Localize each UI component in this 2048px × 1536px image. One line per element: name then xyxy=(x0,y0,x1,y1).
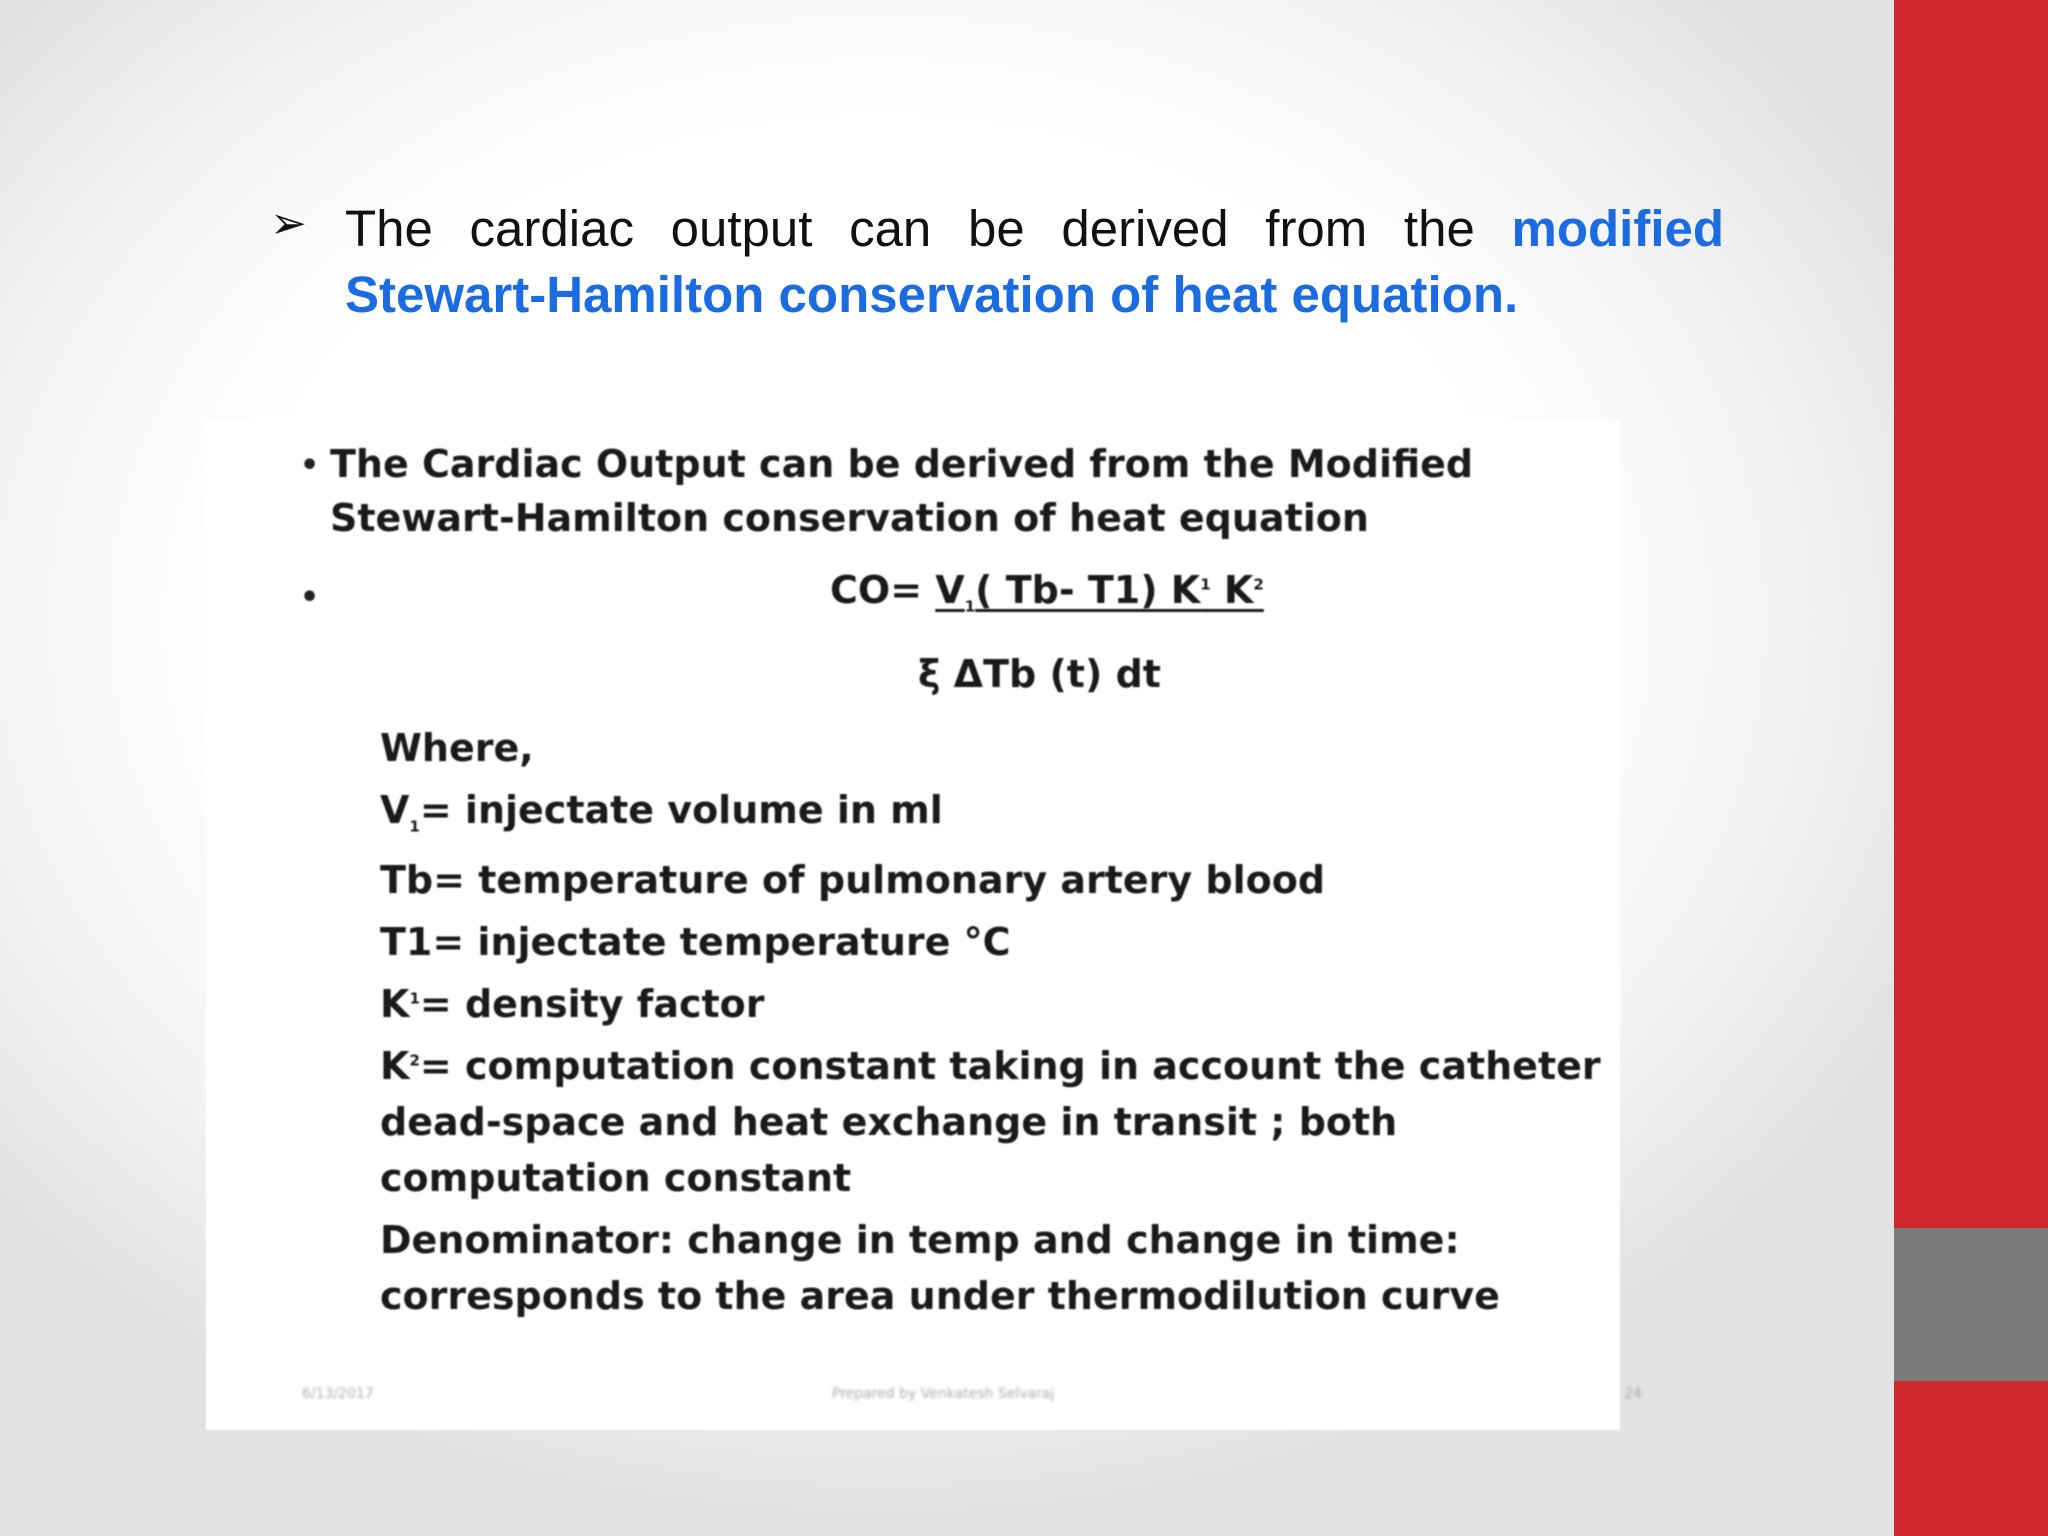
inset-intro-line2: Stewart-Hamilton conservation of heat equation xyxy=(330,496,1369,540)
def-tb: Tb= temperature of pulmonary artery blood xyxy=(380,858,1326,902)
inset-bullet-dot-icon-2: • xyxy=(300,580,320,615)
where-label: Where, xyxy=(380,726,534,770)
equation-numerator xyxy=(830,568,1264,616)
inset-bullet-dot-icon: • xyxy=(300,448,320,483)
bullet-lead-text: The cardiac output can be derived from the xyxy=(345,200,1475,257)
def-k1: $K^1=$ density factor xyxy=(380,982,765,1026)
denominator-line1: Denominator: change in temp and change in time: xyxy=(380,1218,1460,1262)
def-injectate-volume: $V_1=$ injectate volume in ml xyxy=(380,788,943,836)
def-k2-line3: computation constant xyxy=(380,1156,852,1200)
inset-footer-page: 24 xyxy=(1624,1386,1642,1402)
def-k2-line2: dead-space and heat exchange in transit ; both xyxy=(380,1100,1398,1144)
arrow-bullet-icon: ➢ xyxy=(270,199,307,248)
equation-lhs: CO= xyxy=(830,568,923,612)
equation-fraction-top: $V_1$( Tb- T1) $K^1$ $K^2$ xyxy=(935,568,1264,616)
equation-denominator: ξ ΔTb (t) dt xyxy=(918,652,1161,696)
bullet-highlight-text: modified Stewart-Hamilton conservation of heat equation. xyxy=(345,200,1725,323)
def-t1: T1= injectate temperature °C xyxy=(380,920,1011,964)
inset-footer-author: Prepared by Venkatesh Selvaraj xyxy=(832,1386,1055,1402)
inset-footer-date: 6/13/2017 xyxy=(302,1386,374,1402)
embedded-slide-image xyxy=(206,420,1642,1430)
bullet-text xyxy=(345,196,1724,328)
side-accent-gray-block xyxy=(1894,1228,2048,1381)
slide-bullet xyxy=(270,196,1724,328)
def-k2-line1: $K^2=$ computation constant taking in account the catheter xyxy=(380,1044,1601,1088)
inset-intro-line1: The Cardiac Output can be derived from the Modified xyxy=(330,442,1474,486)
denominator-line2: corresponds to the area under thermodilution curve xyxy=(380,1274,1500,1318)
